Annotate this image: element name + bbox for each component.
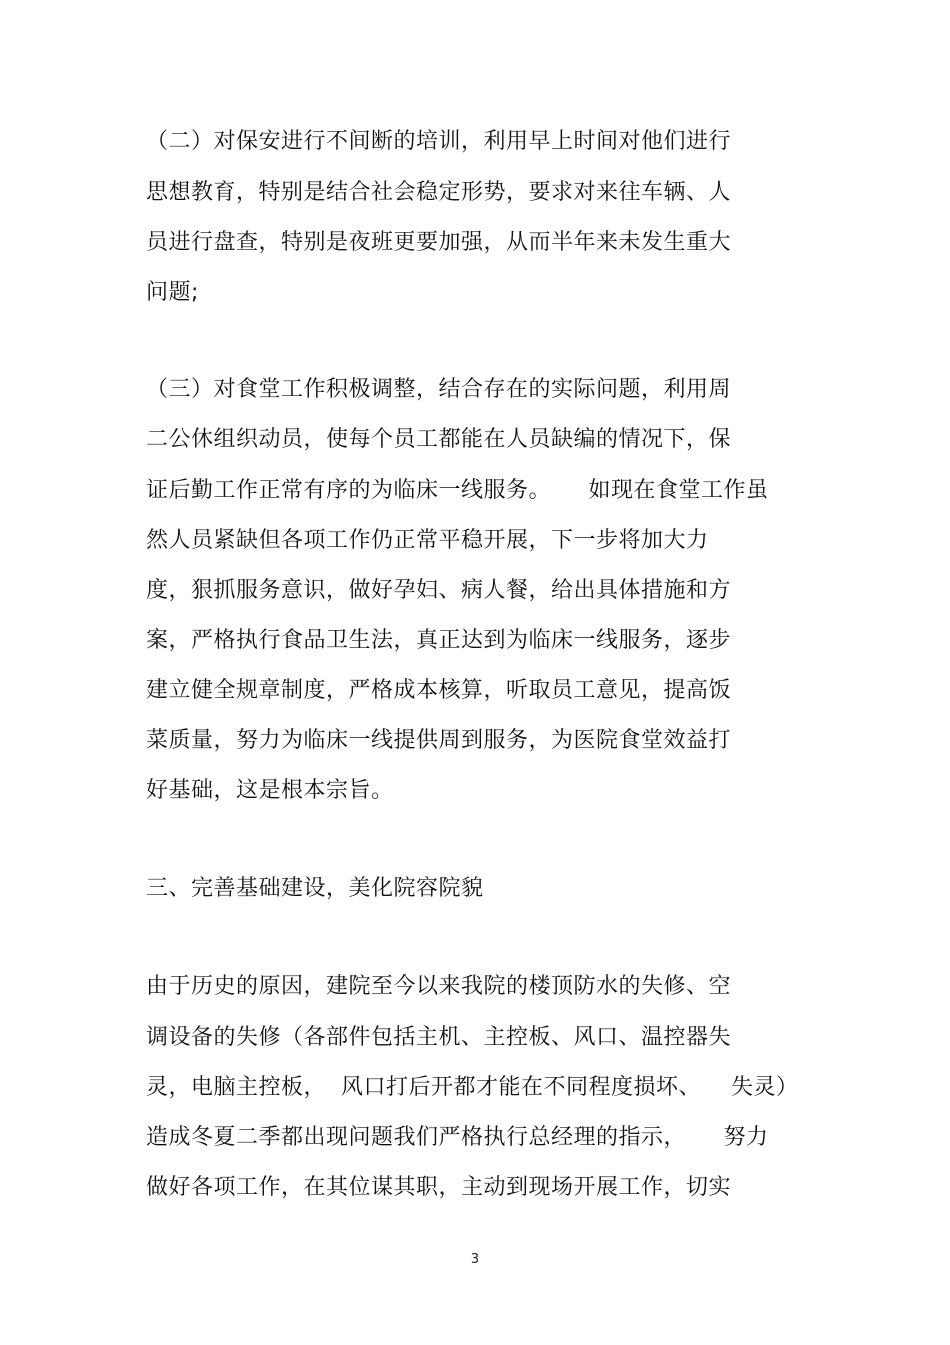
text-line: 证后勤工作正常有序的为临床一线服务。 如现在食堂工作虽 (146, 478, 769, 503)
text-line: 二公休组织动员，使每个员工都能在人员缺编的情况下，保 (146, 427, 732, 452)
text-line: 灵，电脑主控板， 风口打后开都才能在不同程度损坏、 失灵） (146, 1075, 799, 1100)
text-line: 调设备的失修（各部件包括主机、主控板、风口、温控器失 (146, 1025, 732, 1050)
text-line: 造成冬夏二季都出现问题我们严格执行总经理的指示， 努力 (146, 1125, 769, 1150)
text-line: （三）对食堂工作积极调整，结合存在的实际问题，利用周 (146, 377, 732, 402)
text-line: 建立健全规章制度，严格成本核算，听取员工意见，提高饭 (146, 678, 732, 703)
text-line: 然人员紧缺但各项工作仍正常平稳开展，下一步将加大力 (146, 528, 709, 553)
text-line: （二）对保安进行不间断的培训，利用早上时间对他们进行 (146, 129, 732, 154)
text-line: 菜质量，努力为临床一线提供周到服务，为医院食堂效益打 (146, 728, 732, 753)
text-line: 问题; (146, 280, 199, 305)
text-line: 度，狠抓服务意识，做好孕妇、病人餐，给出具体措施和方 (146, 578, 732, 603)
text-line: 员进行盘查，特别是夜班更要加强，从而半年来未发生重大 (146, 230, 732, 255)
text-line: 案，严格执行食品卫生法，真正达到为临床一线服务，逐步 (146, 628, 732, 653)
text-line: 做好各项工作，在其位谋其职，主动到现场开展工作，切实 (146, 1175, 732, 1200)
page-number: 3 (470, 1252, 480, 1267)
text-line: 由于历史的原因，建院至今以来我院的楼顶防水的失修、空 (146, 974, 732, 999)
section-heading: 三、完善基础建设，美化院容院貌 (146, 876, 484, 901)
text-line: 好基础，这是根本宗旨。 (146, 778, 394, 803)
text-line: 思想教育，特别是结合社会稳定形势，要求对来往车辆、人 (146, 180, 732, 205)
